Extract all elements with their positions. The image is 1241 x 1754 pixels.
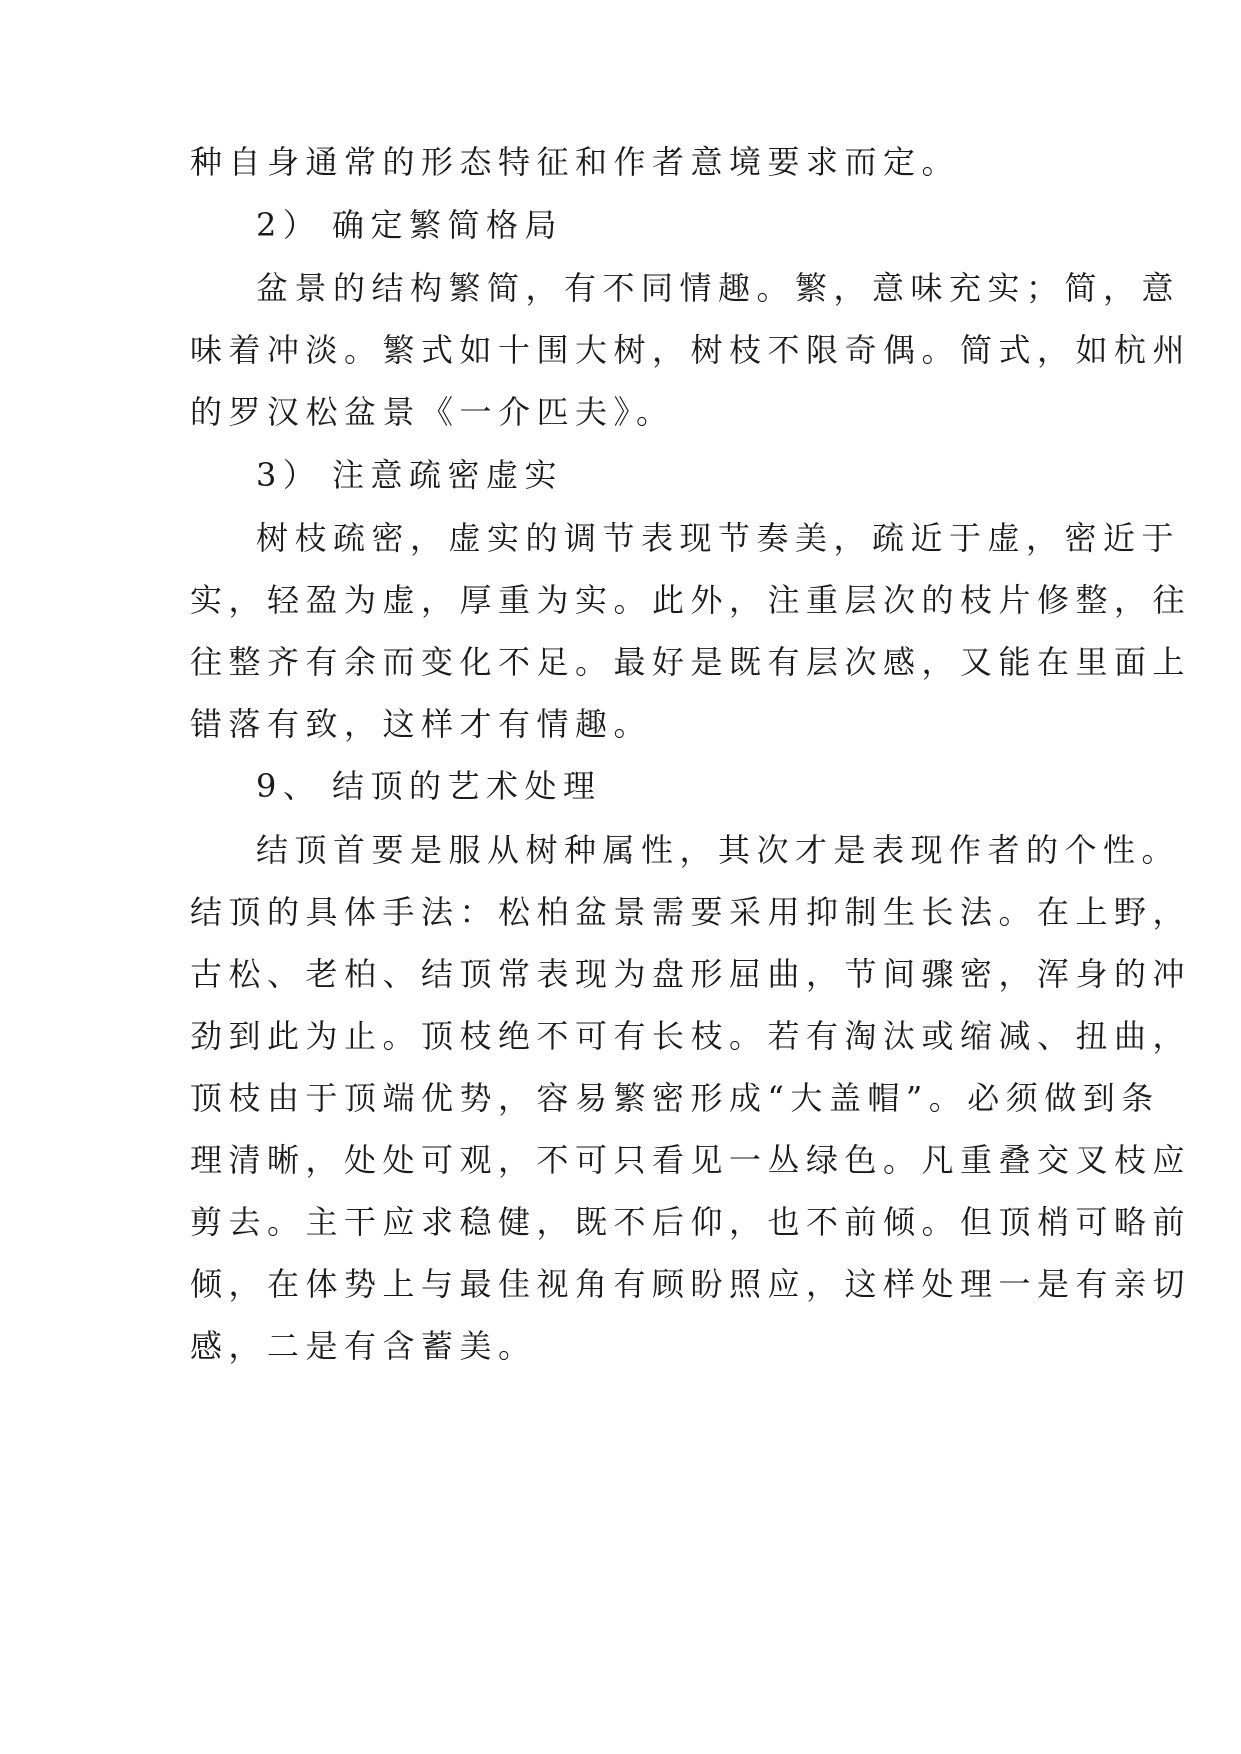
paragraph-line: 实，轻盈为虚，厚重为实。此外，注重层次的枝片修整，往 [190, 581, 1192, 619]
paragraph-line: 理清晰，处处可观，不可只看见一丛绿色。凡重叠交叉枝应 [190, 1141, 1192, 1179]
paragraph-line: 种自身通常的形态特征和作者意境要求而定。 [190, 143, 961, 181]
paragraph-line: 的罗汉松盆景《一介匹夫》。 [190, 393, 675, 431]
heading-title: 结顶的艺术处理 [332, 767, 602, 805]
heading-title: 注意疏密虚实 [332, 456, 564, 494]
paragraph-line: 结顶首要是服从树种属性，其次才是表现作者的个性。 [256, 831, 1181, 869]
section-heading-2 [256, 195, 563, 255]
paragraph-line: 味着冲淡。繁式如十围大树，树枝不限奇偶。简式，如杭州 [190, 331, 1192, 369]
paragraph-line: 错落有致，这样才有情趣。 [190, 705, 653, 743]
paragraph-line: 顶枝由于顶端优势，容易繁密形成“大盖帽”。必须做到条 [190, 1079, 1160, 1117]
heading-number: 3） [256, 456, 322, 494]
paragraph-line: 往整齐有余而变化不足。最好是既有层次感，又能在里面上 [190, 643, 1192, 681]
heading-number: 2） [256, 206, 322, 244]
paragraph-line: 倾，在体势上与最佳视角有顾盼照应，这样处理一是有亲切 [190, 1265, 1192, 1303]
section-heading-3 [256, 445, 563, 505]
section-heading-9 [256, 756, 602, 816]
paragraph-line: 树枝疏密，虚实的调节表现节奏美，疏近于虚，密近于 [256, 519, 1181, 557]
paragraph-line: 剪去。主干应求稳健，既不后仰，也不前倾。但顶梢可略前 [190, 1203, 1192, 1241]
paragraph-line: 盆景的结构繁简，有不同情趣。繁，意味充实；简，意 [256, 269, 1181, 307]
heading-number: 9、 [256, 767, 322, 805]
paragraph-line: 劲到此为止。顶枝绝不可有长枝。若有淘汰或缩减、扭曲， [190, 1017, 1192, 1055]
paragraph-line: 感，二是有含蓄美。 [190, 1327, 537, 1365]
heading-title: 确定繁简格局 [332, 206, 564, 244]
paragraph-line: 结顶的具体手法：松柏盆景需要采用抑制生长法。在上野， [190, 893, 1192, 931]
paragraph-line: 古松、老柏、结顶常表现为盘形屈曲，节间骤密，浑身的冲 [190, 955, 1192, 993]
